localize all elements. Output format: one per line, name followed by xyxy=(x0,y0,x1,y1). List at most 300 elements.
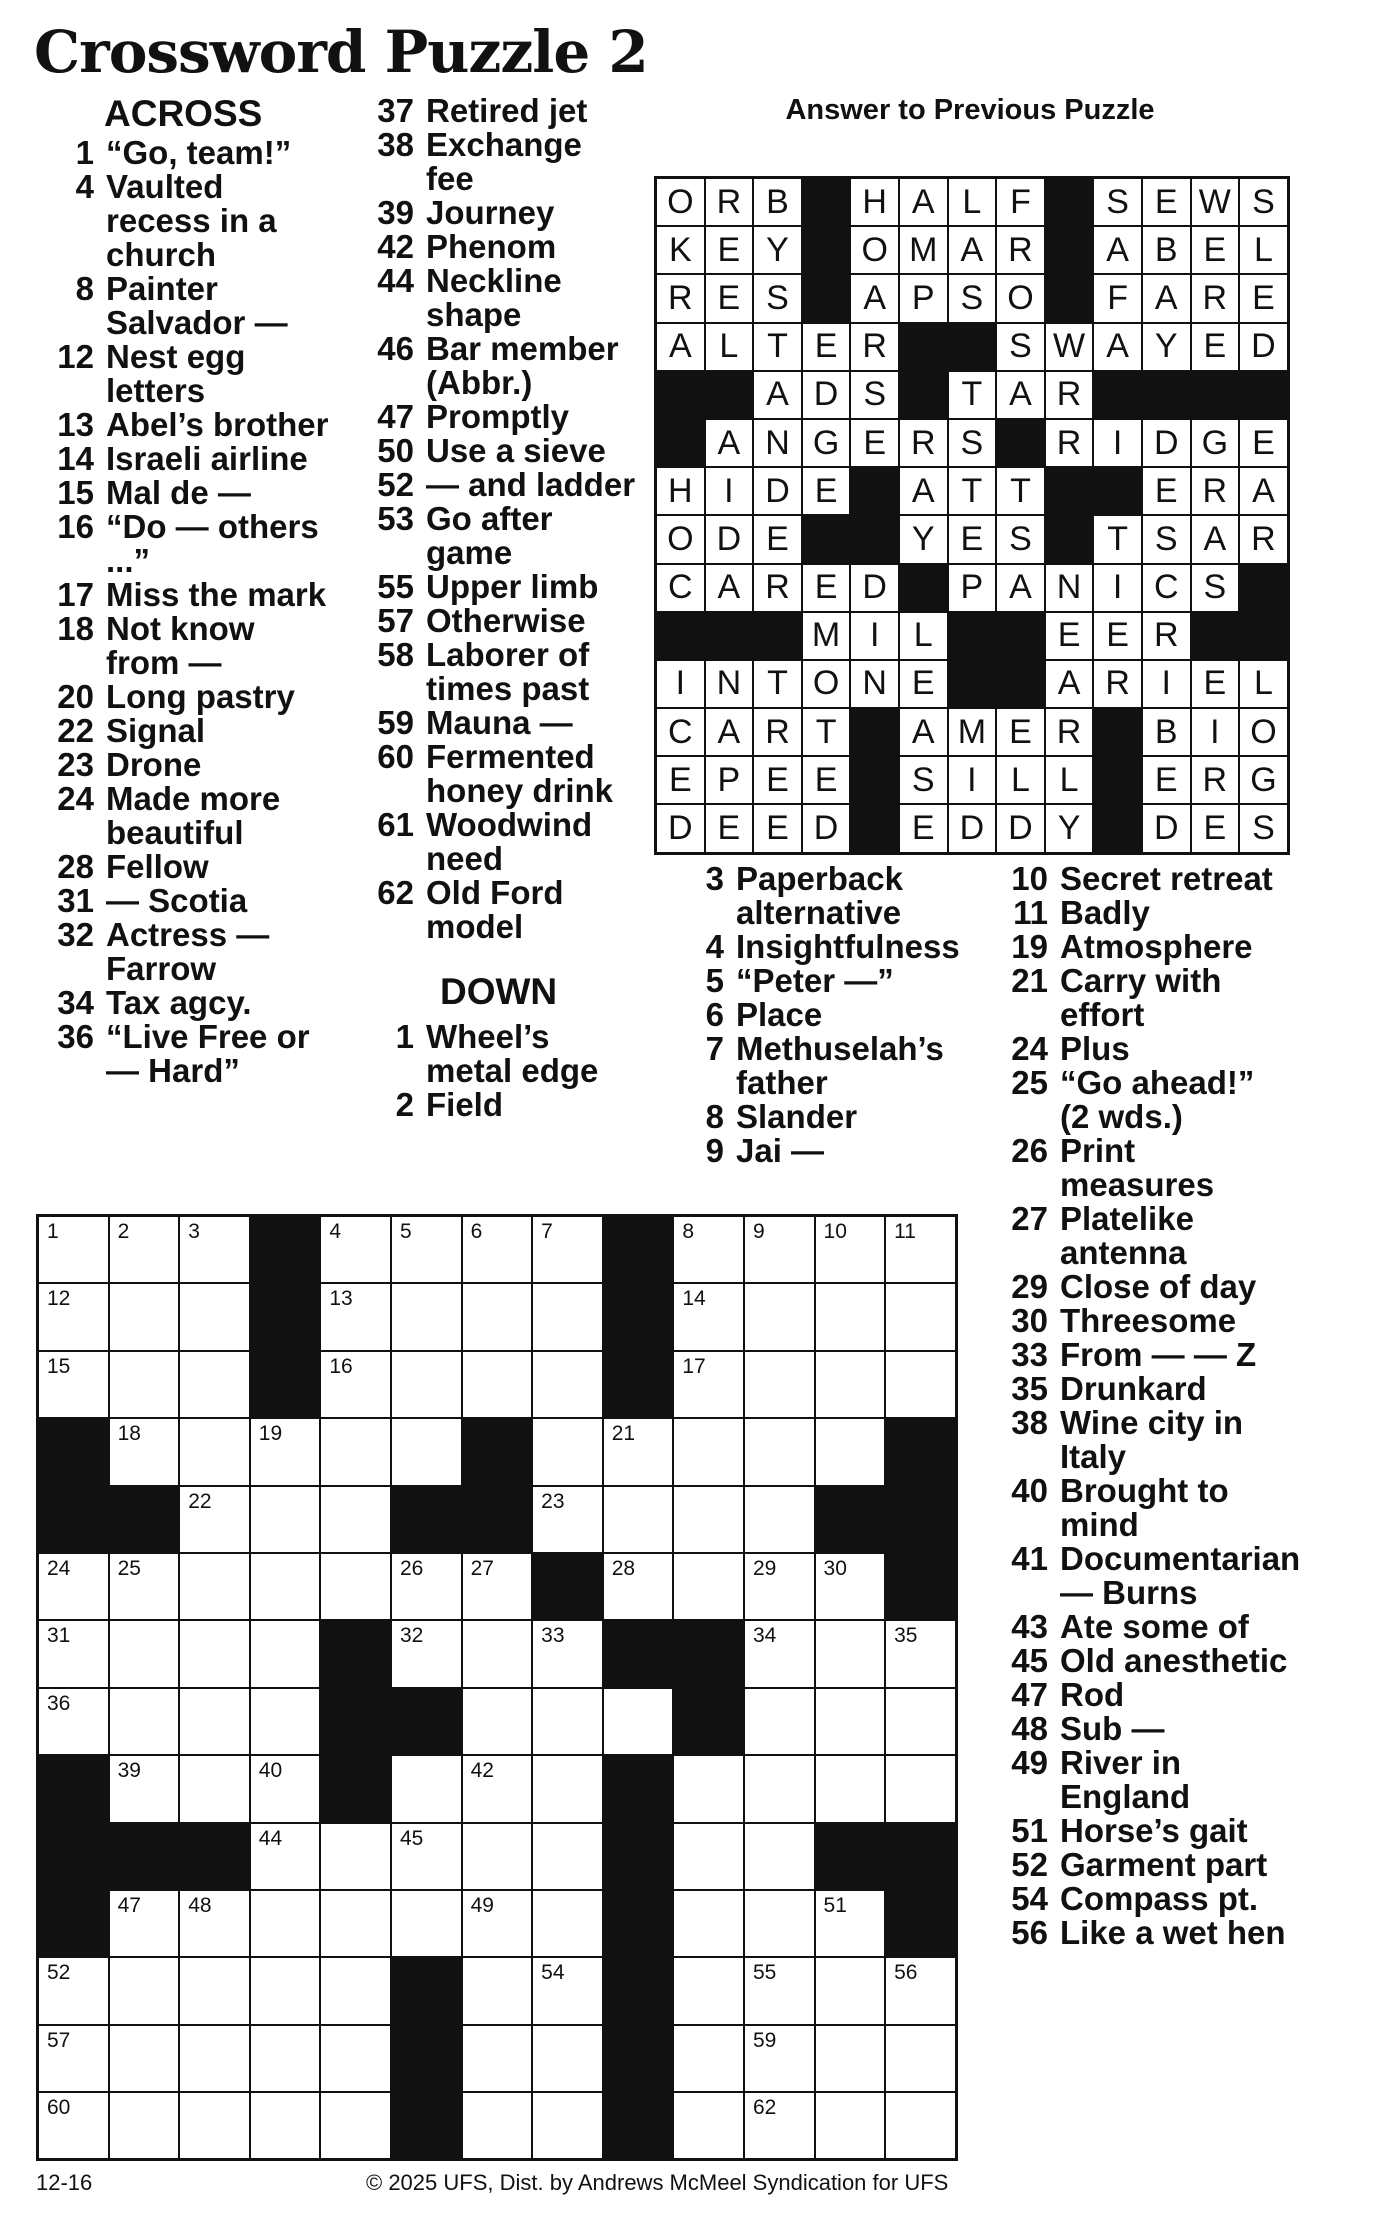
crossword-cell[interactable] xyxy=(180,1958,249,2023)
answer-cell: A xyxy=(706,420,753,466)
answer-cell: T xyxy=(803,709,850,755)
crossword-cell[interactable] xyxy=(886,1217,955,1282)
answer-cell: A xyxy=(1094,324,1141,370)
crossword-cell[interactable] xyxy=(392,1824,461,1889)
crossword-cell[interactable] xyxy=(674,1419,743,1484)
crossword-cell[interactable] xyxy=(463,1891,532,1956)
crossword-cell[interactable] xyxy=(463,1284,532,1349)
clue-item xyxy=(36,680,336,714)
crossword-cell[interactable] xyxy=(251,1487,320,1552)
crossword-cell[interactable] xyxy=(392,1284,461,1349)
crossword-cell[interactable] xyxy=(816,1419,885,1484)
clue-item xyxy=(36,850,336,884)
crossword-cell[interactable] xyxy=(110,1419,179,1484)
across-column-1 xyxy=(36,92,336,1088)
answer-cell: E xyxy=(1192,324,1239,370)
cell-number: 52 xyxy=(47,1961,71,1985)
answer-black-square xyxy=(706,372,753,418)
clue-text: Woodwind need xyxy=(426,806,593,877)
clue-number: 18 xyxy=(57,610,94,647)
clue-text: From — — Z xyxy=(1060,1336,1257,1373)
crossword-cell[interactable] xyxy=(180,1689,249,1754)
crossword-cell[interactable] xyxy=(110,1554,179,1619)
crossword-cell[interactable] xyxy=(180,1554,249,1619)
crossword-cell[interactable] xyxy=(745,1958,814,2023)
clue-item xyxy=(990,1202,1290,1270)
clue-number: 59 xyxy=(377,704,414,741)
crossword-cell[interactable] xyxy=(816,1554,885,1619)
cell-number: 18 xyxy=(117,1422,141,1446)
clue-item xyxy=(990,964,1290,1032)
crossword-cell[interactable] xyxy=(251,1554,320,1619)
crossword-cell[interactable] xyxy=(251,1689,320,1754)
crossword-cell[interactable] xyxy=(180,1487,249,1552)
black-square xyxy=(604,2093,673,2158)
crossword-cell[interactable] xyxy=(745,1554,814,1619)
crossword-cell[interactable] xyxy=(674,1958,743,2023)
clue-number: 16 xyxy=(57,508,94,545)
clue-item xyxy=(36,476,336,510)
clue-text: Wine city in Italy xyxy=(1060,1404,1244,1475)
crossword-cell[interactable] xyxy=(392,1554,461,1619)
cell-number: 49 xyxy=(470,1893,494,1917)
answer-cell: C xyxy=(1143,565,1190,611)
answer-cell: R xyxy=(1046,709,1093,755)
crossword-cell[interactable] xyxy=(886,1621,955,1686)
crossword-cell[interactable] xyxy=(251,1958,320,2023)
clue-number: 48 xyxy=(1011,1710,1048,1747)
answer-cell: S xyxy=(1240,179,1287,225)
crossword-cell[interactable] xyxy=(745,2026,814,2091)
answer-black-square xyxy=(1046,275,1093,321)
crossword-cell[interactable] xyxy=(321,1419,390,1484)
clue-item xyxy=(680,862,980,930)
crossword-cell[interactable] xyxy=(321,2026,390,2091)
crossword-cell[interactable] xyxy=(533,1487,602,1552)
answer-cell: E xyxy=(949,516,996,562)
black-square xyxy=(604,1756,673,1821)
crossword-cell[interactable] xyxy=(886,1284,955,1349)
answer-cell: E xyxy=(754,757,801,803)
crossword-cell[interactable] xyxy=(39,1958,108,2023)
answer-cell: T xyxy=(754,661,801,707)
answer-cell: L xyxy=(949,179,996,225)
answer-black-square xyxy=(1094,468,1141,514)
cell-number: 28 xyxy=(611,1556,636,1580)
crossword-cell[interactable] xyxy=(463,1621,532,1686)
crossword-cell[interactable] xyxy=(180,1217,249,1282)
black-square xyxy=(392,2093,461,2158)
crossword-cell[interactable] xyxy=(463,1824,532,1889)
crossword-cell[interactable] xyxy=(392,1217,461,1282)
crossword-cell[interactable] xyxy=(180,2093,249,2158)
clue-item xyxy=(36,170,336,272)
crossword-cell[interactable] xyxy=(674,1352,743,1417)
cell-number: 31 xyxy=(47,1624,71,1648)
crossword-cell[interactable] xyxy=(392,1756,461,1821)
clue-item xyxy=(356,1088,636,1122)
clue-number: 47 xyxy=(1011,1676,1048,1713)
black-square xyxy=(39,1824,108,1889)
crossword-cell[interactable] xyxy=(110,1352,179,1417)
clue-number: 21 xyxy=(1011,962,1048,999)
crossword-cell[interactable] xyxy=(816,1352,885,1417)
black-square xyxy=(463,1487,532,1552)
cell-number: 47 xyxy=(117,1893,141,1917)
cell-number: 40 xyxy=(258,1759,283,1783)
crossword-cell[interactable] xyxy=(886,2026,955,2091)
answer-cell: E xyxy=(1192,805,1239,851)
answer-cell: A xyxy=(1094,227,1141,273)
crossword-cell[interactable] xyxy=(674,1824,743,1889)
crossword-cell[interactable] xyxy=(463,1352,532,1417)
clue-text: Drone xyxy=(106,746,202,783)
crossword-cell[interactable] xyxy=(321,2093,390,2158)
black-square xyxy=(886,1891,955,1956)
crossword-cell[interactable] xyxy=(39,1352,108,1417)
clue-number: 49 xyxy=(1011,1744,1048,1781)
crossword-cell[interactable] xyxy=(110,1621,179,1686)
clue-item xyxy=(680,930,980,964)
answer-cell: A xyxy=(1240,468,1287,514)
answer-cell: D xyxy=(997,805,1044,851)
crossword-cell[interactable] xyxy=(180,1756,249,1821)
crossword-cell[interactable] xyxy=(533,1824,602,1889)
clue-text: Vaulted recess in a church xyxy=(106,168,277,273)
crossword-cell[interactable] xyxy=(180,1621,249,1686)
crossword-cell[interactable] xyxy=(463,1554,532,1619)
clue-text: “Do — others ...” xyxy=(106,508,319,579)
crossword-cell[interactable] xyxy=(321,1958,390,2023)
clue-item xyxy=(36,918,336,986)
answer-cell: E xyxy=(1192,661,1239,707)
crossword-cell[interactable] xyxy=(251,1419,320,1484)
clue-item xyxy=(356,502,636,570)
answer-black-square xyxy=(657,372,704,418)
crossword-cell[interactable] xyxy=(392,1352,461,1417)
clue-text: “Go, team!” xyxy=(106,134,292,171)
crossword-cell[interactable] xyxy=(180,2026,249,2091)
crossword-cell[interactable] xyxy=(251,1891,320,1956)
clue-item xyxy=(36,136,336,170)
clue-item xyxy=(356,740,636,808)
clue-text: — Scotia xyxy=(106,882,248,919)
crossword-cell[interactable] xyxy=(674,2093,743,2158)
crossword-cell[interactable] xyxy=(886,1352,955,1417)
clue-text: Rod xyxy=(1060,1676,1125,1713)
crossword-cell[interactable] xyxy=(110,1689,179,1754)
cell-number: 29 xyxy=(752,1556,777,1580)
crossword-cell[interactable] xyxy=(674,2026,743,2091)
crossword-cell[interactable] xyxy=(110,1958,179,2023)
crossword-cell[interactable] xyxy=(604,1419,673,1484)
crossword-cell[interactable] xyxy=(745,1756,814,1821)
clue-item xyxy=(680,998,980,1032)
answer-cell: M xyxy=(803,613,850,659)
clue-item xyxy=(356,604,636,638)
crossword-cell[interactable] xyxy=(180,1284,249,1349)
answer-cell: D xyxy=(1143,420,1190,466)
crossword-cell[interactable] xyxy=(392,1621,461,1686)
black-square xyxy=(392,1958,461,2023)
crossword-cell[interactable] xyxy=(674,1284,743,1349)
answer-cell: D xyxy=(1240,324,1287,370)
crossword-cell[interactable] xyxy=(110,2026,179,2091)
crossword-cell[interactable] xyxy=(533,2026,602,2091)
answer-cell: I xyxy=(851,613,898,659)
crossword-cell[interactable] xyxy=(604,1554,673,1619)
crossword-cell[interactable] xyxy=(321,1891,390,1956)
answer-black-square xyxy=(997,420,1044,466)
clue-text: Like a wet hen xyxy=(1060,1914,1286,1951)
answer-cell: C xyxy=(657,565,704,611)
crossword-cell[interactable] xyxy=(745,1689,814,1754)
answer-cell: O xyxy=(803,661,850,707)
crossword-cell[interactable] xyxy=(533,2093,602,2158)
clue-item xyxy=(990,1066,1290,1134)
cell-number: 9 xyxy=(752,1220,765,1243)
crossword-cell[interactable] xyxy=(39,2026,108,2091)
clue-text: “Peter —” xyxy=(736,962,894,999)
crossword-cell[interactable] xyxy=(816,1284,885,1349)
crossword-cell[interactable] xyxy=(39,1284,108,1349)
answer-cell: E xyxy=(1192,227,1239,273)
answer-cell: D xyxy=(851,565,898,611)
crossword-cell[interactable] xyxy=(321,1217,390,1282)
answer-cell: R xyxy=(1046,420,1093,466)
crossword-cell[interactable] xyxy=(180,1419,249,1484)
crossword-cell[interactable] xyxy=(463,2093,532,2158)
clue-text: Israeli airline xyxy=(106,440,308,477)
black-square xyxy=(604,1824,673,1889)
clue-text: Laborer of times past xyxy=(426,636,590,707)
crossword-cell[interactable] xyxy=(533,1958,602,2023)
crossword-cell[interactable] xyxy=(816,1621,885,1686)
answer-cell: S xyxy=(997,516,1044,562)
cell-number: 57 xyxy=(47,2028,71,2052)
cell-number: 12 xyxy=(47,1287,71,1311)
cell-number: 55 xyxy=(752,1961,777,1985)
crossword-cell[interactable] xyxy=(251,2026,320,2091)
clue-text: Wheel’s metal edge xyxy=(426,1018,599,1089)
clue-item xyxy=(990,1540,1301,1611)
black-square xyxy=(886,1487,955,1552)
across-heading: ACROSS xyxy=(104,93,263,134)
clue-item xyxy=(990,1746,1290,1814)
crossword-cell[interactable] xyxy=(816,1756,885,1821)
answer-black-square xyxy=(1046,227,1093,273)
crossword-cell[interactable] xyxy=(533,1284,602,1349)
clue-number: 37 xyxy=(377,92,414,129)
crossword-cell[interactable] xyxy=(110,1217,179,1282)
crossword-cell[interactable] xyxy=(745,2093,814,2158)
crossword-cell[interactable] xyxy=(180,1891,249,1956)
clue-text: Made more beautiful xyxy=(106,780,281,851)
crossword-cell[interactable] xyxy=(463,2026,532,2091)
answer-cell: E xyxy=(754,516,801,562)
crossword-cell[interactable] xyxy=(110,1756,179,1821)
crossword-cell[interactable] xyxy=(816,1958,885,2023)
clue-item xyxy=(36,748,336,782)
answer-cell: P xyxy=(706,757,753,803)
clue-item xyxy=(356,94,636,128)
crossword-cell[interactable] xyxy=(463,1958,532,2023)
crossword-cell[interactable] xyxy=(816,2093,885,2158)
crossword-cell[interactable] xyxy=(745,1217,814,1282)
crossword-cell[interactable] xyxy=(886,1958,955,2023)
crossword-cell[interactable] xyxy=(816,1217,885,1282)
answer-cell: D xyxy=(949,805,996,851)
crossword-cell[interactable] xyxy=(674,1487,743,1552)
clue-number: 5 xyxy=(705,962,724,999)
crossword-cell[interactable] xyxy=(745,1824,814,1889)
crossword-cell[interactable] xyxy=(463,1217,532,1282)
crossword-cell[interactable] xyxy=(533,1689,602,1754)
answer-cell: E xyxy=(1143,468,1190,514)
crossword-cell[interactable] xyxy=(251,1621,320,1686)
answer-cell: D xyxy=(1143,805,1190,851)
clue-number: 10 xyxy=(1011,860,1048,897)
clue-number: 7 xyxy=(705,1030,724,1067)
crossword-cell[interactable] xyxy=(251,2093,320,2158)
clue-item xyxy=(990,930,1290,964)
clue-number: 42 xyxy=(377,228,414,265)
clue-text: Paperback alternative xyxy=(736,860,903,931)
answer-cell: A xyxy=(851,275,898,321)
answer-cell: D xyxy=(706,516,753,562)
answer-cell: R xyxy=(1240,516,1287,562)
cell-number: 24 xyxy=(47,1556,71,1580)
answer-cell: A xyxy=(900,709,947,755)
answer-cell: S xyxy=(851,372,898,418)
black-square xyxy=(110,1487,179,1552)
cell-number: 5 xyxy=(399,1220,412,1243)
clue-text: Mauna — xyxy=(426,704,573,741)
clue-number: 11 xyxy=(1013,894,1048,931)
cell-number: 34 xyxy=(752,1624,777,1648)
cell-number: 3 xyxy=(188,1220,200,1243)
clue-number: 3 xyxy=(705,860,724,897)
crossword-cell[interactable] xyxy=(745,1284,814,1349)
answer-black-square xyxy=(803,227,850,273)
clue-text: Abel’s brother xyxy=(106,406,329,443)
answer-cell: E xyxy=(1046,613,1093,659)
crossword-cell[interactable] xyxy=(816,1689,885,1754)
crossword-cell[interactable] xyxy=(533,1352,602,1417)
across-clue-list xyxy=(36,136,336,1088)
crossword-cell[interactable] xyxy=(533,1891,602,1956)
crossword-cell[interactable] xyxy=(392,1419,461,1484)
crossword-cell[interactable] xyxy=(886,1756,955,1821)
crossword-cell[interactable] xyxy=(321,1824,390,1889)
clue-item xyxy=(356,196,636,230)
answer-cell: M xyxy=(949,709,996,755)
crossword-cell[interactable] xyxy=(110,1284,179,1349)
crossword-cell[interactable] xyxy=(745,1419,814,1484)
answer-cell: A xyxy=(900,179,947,225)
crossword-cell[interactable] xyxy=(180,1352,249,1417)
crossword-cell[interactable] xyxy=(392,1891,461,1956)
clue-item xyxy=(990,1372,1290,1406)
crossword-cell[interactable] xyxy=(463,1689,532,1754)
cell-number: 6 xyxy=(470,1220,483,1243)
crossword-cell[interactable] xyxy=(321,1284,390,1349)
crossword-cell[interactable] xyxy=(39,1621,108,1686)
clue-text: Exchange fee xyxy=(426,126,582,197)
answer-cell: T xyxy=(949,468,996,514)
answer-cell: D xyxy=(657,805,704,851)
answer-cell: S xyxy=(1192,565,1239,611)
crossword-cell[interactable] xyxy=(745,1487,814,1552)
crossword-cell[interactable] xyxy=(745,1891,814,1956)
clue-text: Print measures xyxy=(1060,1132,1215,1203)
black-square xyxy=(463,1419,532,1484)
crossword-cell[interactable] xyxy=(39,2093,108,2158)
crossword-cell[interactable] xyxy=(110,2093,179,2158)
crossword-cell[interactable] xyxy=(39,1689,108,1754)
clue-text: Slander xyxy=(736,1098,858,1135)
answer-cell: I xyxy=(1094,565,1141,611)
crossword-cell[interactable] xyxy=(321,1352,390,1417)
cell-number: 1 xyxy=(47,1220,59,1243)
crossword-cell[interactable] xyxy=(674,1756,743,1821)
crossword-cell[interactable] xyxy=(321,1487,390,1552)
crossword-cell[interactable] xyxy=(674,1217,743,1282)
crossword-cell[interactable] xyxy=(463,1756,532,1821)
crossword-cell[interactable] xyxy=(886,2093,955,2158)
crossword-cell[interactable] xyxy=(251,1824,320,1889)
crossword-cell[interactable] xyxy=(321,1554,390,1619)
cell-number: 48 xyxy=(188,1893,212,1917)
answer-cell: O xyxy=(657,516,704,562)
clue-item xyxy=(356,230,636,264)
crossword-grid xyxy=(36,1214,958,2161)
crossword-cell[interactable] xyxy=(745,1621,814,1686)
crossword-cell[interactable] xyxy=(816,1891,885,1956)
answer-black-square xyxy=(1046,468,1093,514)
crossword-cell[interactable] xyxy=(251,1756,320,1821)
answer-cell: S xyxy=(1094,179,1141,225)
clue-item xyxy=(990,1270,1290,1304)
crossword-cell[interactable] xyxy=(604,1487,673,1552)
crossword-cell[interactable] xyxy=(745,1352,814,1417)
crossword-cell[interactable] xyxy=(533,1217,602,1282)
answer-cell: E xyxy=(1240,420,1287,466)
crossword-cell[interactable] xyxy=(816,2026,885,2091)
clue-text: Horse’s gait xyxy=(1060,1812,1248,1849)
clue-item xyxy=(36,714,336,748)
crossword-cell[interactable] xyxy=(604,1689,673,1754)
answer-cell: Y xyxy=(1046,805,1093,851)
answer-cell: D xyxy=(754,468,801,514)
answer-black-square xyxy=(900,565,947,611)
clue-text: Atmosphere xyxy=(1060,928,1253,965)
crossword-cell[interactable] xyxy=(533,1621,602,1686)
clue-item xyxy=(990,1916,1290,1950)
clue-item xyxy=(680,1032,980,1100)
crossword-cell[interactable] xyxy=(674,1891,743,1956)
crossword-cell[interactable] xyxy=(39,1217,108,1282)
crossword-cell[interactable] xyxy=(110,1891,179,1956)
crossword-cell[interactable] xyxy=(533,1419,602,1484)
crossword-cell[interactable] xyxy=(533,1756,602,1821)
crossword-cell[interactable] xyxy=(886,1689,955,1754)
crossword-cell[interactable] xyxy=(39,1554,108,1619)
crossword-cell[interactable] xyxy=(674,1554,743,1619)
answer-cell: T xyxy=(997,468,1044,514)
clue-item xyxy=(36,986,336,1020)
clue-item xyxy=(356,264,636,332)
